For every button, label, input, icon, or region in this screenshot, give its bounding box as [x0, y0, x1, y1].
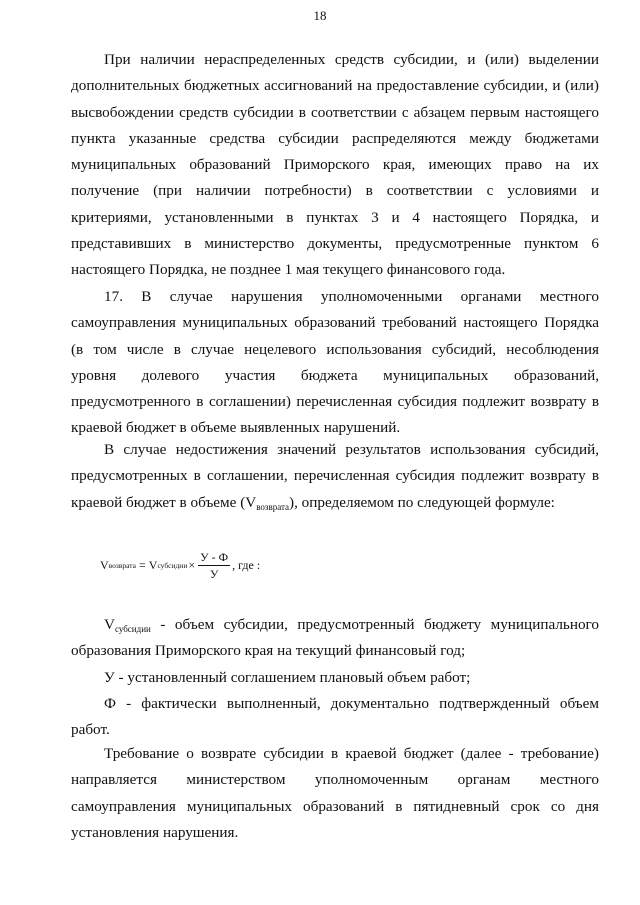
text-line: Требование о возврате субсидии в краевой бюджет (далее - требование): [104, 745, 599, 762]
page-number: 18: [313, 8, 327, 23]
formula-equals: =: [136, 557, 149, 572]
text-line: У - установленный соглашением плановый объем работ;: [104, 668, 471, 686]
formula-sub-return: возврата: [108, 560, 136, 570]
text-line: При наличии нераспределенных средств субсидии, и (или) выделении: [104, 51, 599, 68]
text-line: уровня долевого участия бюджета муниципальных образований,: [71, 366, 599, 384]
formula-tail: , где :: [232, 557, 261, 572]
text-fragment: ), определяемом по следующей формуле:: [289, 493, 555, 511]
formula-v: V: [148, 557, 158, 572]
def-v-sub: субсидии: [114, 624, 151, 634]
text-line: направляется министерством уполномоченным органам местного: [71, 771, 599, 789]
text-line: (в том числе в случае нецелевого использования субсидий, несоблюдения: [71, 340, 599, 358]
return-formula: [100, 545, 260, 585]
text-fragment: - объем субсидии, предусмотренный бюджету муниципального: [150, 616, 599, 633]
text-line: 17. В случае нарушения уполномоченными органами местного: [104, 288, 599, 305]
text-line: самоуправления муниципальных образований в пятидневный срок со дня: [71, 797, 599, 815]
text-line: В случае недостижения значений результатов использования субсидий,: [104, 441, 599, 458]
paragraph-definitions: [71, 612, 599, 743]
def-v-letter: V: [104, 616, 115, 633]
text-line: работ.: [71, 721, 110, 739]
subscript-return: возврата: [256, 501, 290, 512]
formula-numerator: У - Ф: [200, 549, 229, 564]
formula-v: V: [100, 557, 109, 572]
text-line: получение (при наличии потребности) в соответствии с условиями и: [71, 182, 599, 200]
formula-denominator: У: [209, 566, 219, 581]
text-line: муниципальных образований Приморского края, имеющих право на их: [71, 156, 599, 174]
text-line: настоящего Порядка, не позднее 1 мая текущего финансового года.: [71, 261, 506, 279]
text-line: представивших в министерство документы, предусмотренные пунктом 6: [71, 235, 599, 253]
text-line: критериями, установленными в пунктах 3 и 4 настоящего Порядка, и: [71, 208, 599, 226]
text-line: Ф - фактически выполненный, документально подтвержденный объем: [104, 694, 599, 712]
paragraph-undistributed-subsidy: [71, 47, 599, 284]
text-line: образования Приморского края на текущий финансовый год;: [71, 642, 466, 660]
formula-sub-subsidy: субсидии: [157, 560, 188, 570]
text-line: [71, 612, 599, 638]
formula-times: ×: [188, 557, 196, 572]
text-line: высвобождении средств субсидии в соответствии с абзацем первым настоящего: [71, 103, 599, 121]
paragraph-17-violations: [71, 284, 599, 442]
text-line: пункта указанные средства субсидии распределяются между бюджетами: [71, 129, 599, 147]
text-line: краевой бюджет в объеме выявленных нарушений.: [71, 419, 401, 437]
text-line: самоуправления муниципальных образований требований настоящего Порядка: [71, 314, 599, 332]
formula-fraction: [198, 550, 230, 581]
text-line: [71, 490, 599, 516]
paragraph-return-requirement: [71, 741, 599, 846]
text-line: установления нарушения.: [71, 823, 239, 841]
text-line: предусмотренных в соглашении, перечисленная субсидия подлежит возврату в: [71, 467, 599, 485]
paragraph-formula-intro: [71, 437, 599, 516]
text-line: предусмотренного в соглашении) перечисленная субсидия подлежит возврату в: [71, 393, 599, 411]
text-fragment: краевой бюджет в объеме (V: [71, 493, 257, 511]
text-line: дополнительных бюджетных ассигнований на предоставление субсидии, и (или): [71, 77, 599, 95]
